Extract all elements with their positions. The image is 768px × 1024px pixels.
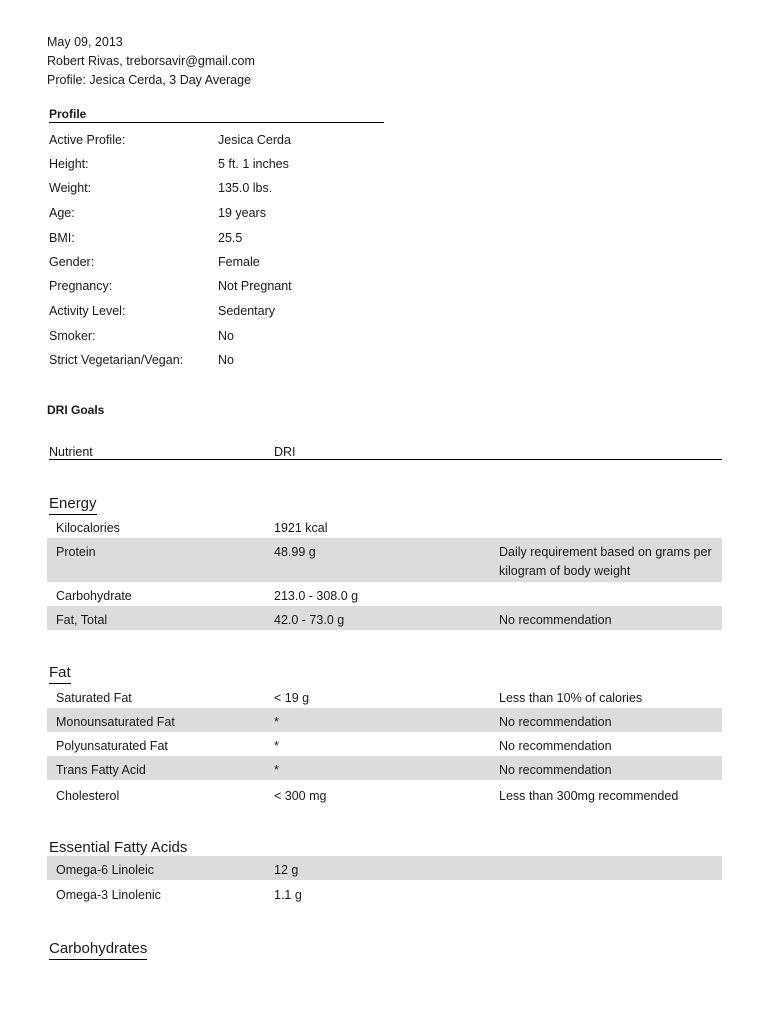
report-profile-line: Profile: Jesica Cerda, 3 Day Average [47,73,252,87]
profile-value-pregnancy: Not Pregnant [218,279,292,293]
report-date: May 09, 2013 [47,35,123,49]
dri-goals-heading: DRI Goals [47,403,105,417]
nutrient-dri: * [274,739,279,753]
nutrient-dri: 1.1 g [274,888,302,902]
table-row [47,756,722,780]
nutrient-dri: 48.99 g [274,545,316,559]
table-row [47,606,722,630]
nutrient-note: Daily requirement based on grams per kilogram of body weight [499,545,712,578]
nutrient-dri: 42.0 - 73.0 g [274,613,345,627]
profile-label-smoker: Smoker: [49,329,96,343]
profile-value-vegetarian: No [218,353,234,367]
table-row [47,732,722,756]
nutrient-dri: * [274,715,279,729]
table-row [47,514,722,538]
profile-label-bmi: BMI: [49,231,75,245]
nutrient-name: Kilocalories [56,521,120,535]
table-row [47,582,722,606]
nutrient-name: Polyunsaturated Fat [56,739,168,753]
table-row [47,708,722,732]
nutrient-dri: 213.0 - 308.0 g [274,589,359,603]
section-heading-carbohydrates: Carbohydrates [49,940,147,960]
table-row [47,881,722,905]
table-row [47,684,722,708]
section-heading-fat: Fat [49,664,71,684]
profile-divider [49,122,384,123]
profile-heading: Profile [49,107,87,121]
profile-value-height: 5 ft. 1 inches [218,157,289,171]
nutrient-name: Saturated Fat [56,691,132,705]
profile-label-active-profile: Active Profile: [49,133,126,147]
nutrient-note: No recommendation [499,739,612,753]
nutrient-dri: 1921 kcal [274,521,328,535]
profile-value-activity-level: Sedentary [218,304,275,318]
profile-label-vegetarian: Strict Vegetarian/Vegan: [49,353,184,367]
profile-value-smoker: No [218,329,234,343]
nutrient-note: No recommendation [499,715,612,729]
nutrient-name: Fat, Total [56,613,108,627]
nutrient-note: No recommendation [499,763,612,777]
nutrient-dri: * [274,763,279,777]
report-user: Robert Rivas, treborsavir@gmail.com [47,54,255,68]
nutrient-note: Less than 300mg recommended [499,789,679,803]
nutrient-dri: < 19 g [274,691,310,705]
nutrient-name: Omega-3 Linolenic [56,888,161,902]
profile-label-activity-level: Activity Level: [49,304,126,318]
profile-label-gender: Gender: [49,255,95,269]
profile-value-active-profile: Jesica Cerda [218,133,291,147]
profile-value-age: 19 years [218,206,266,220]
profile-value-bmi: 25.5 [218,231,243,245]
section-heading-energy: Energy [49,495,97,515]
column-header-dri: DRI [274,445,296,459]
nutrient-dri: 12 g [274,863,299,877]
column-header-nutrient: Nutrient [49,445,93,459]
profile-value-gender: Female [218,255,260,269]
nutrient-name: Omega-6 Linoleic [56,863,154,877]
profile-label-age: Age: [49,206,75,220]
profile-label-height: Height: [49,157,89,171]
nutrient-name: Protein [56,545,96,559]
nutrient-name: Cholesterol [56,789,120,803]
profile-label-pregnancy: Pregnancy: [49,279,113,293]
nutrient-name: Monounsaturated Fat [56,715,175,729]
table-row [47,782,722,806]
profile-value-weight: 135.0 lbs. [218,181,273,195]
nutrient-dri: < 300 mg [274,789,327,803]
table-row [47,538,722,582]
nutrient-name: Carbohydrate [56,589,132,603]
nutrient-name: Trans Fatty Acid [56,763,146,777]
nutrient-note: Less than 10% of calories [499,691,643,705]
column-header-divider [49,459,722,460]
nutrient-note: No recommendation [499,613,612,627]
section-heading-essential-fatty-acids: Essential Fatty Acids [49,839,187,859]
table-row [47,856,722,880]
profile-label-weight: Weight: [49,181,92,195]
